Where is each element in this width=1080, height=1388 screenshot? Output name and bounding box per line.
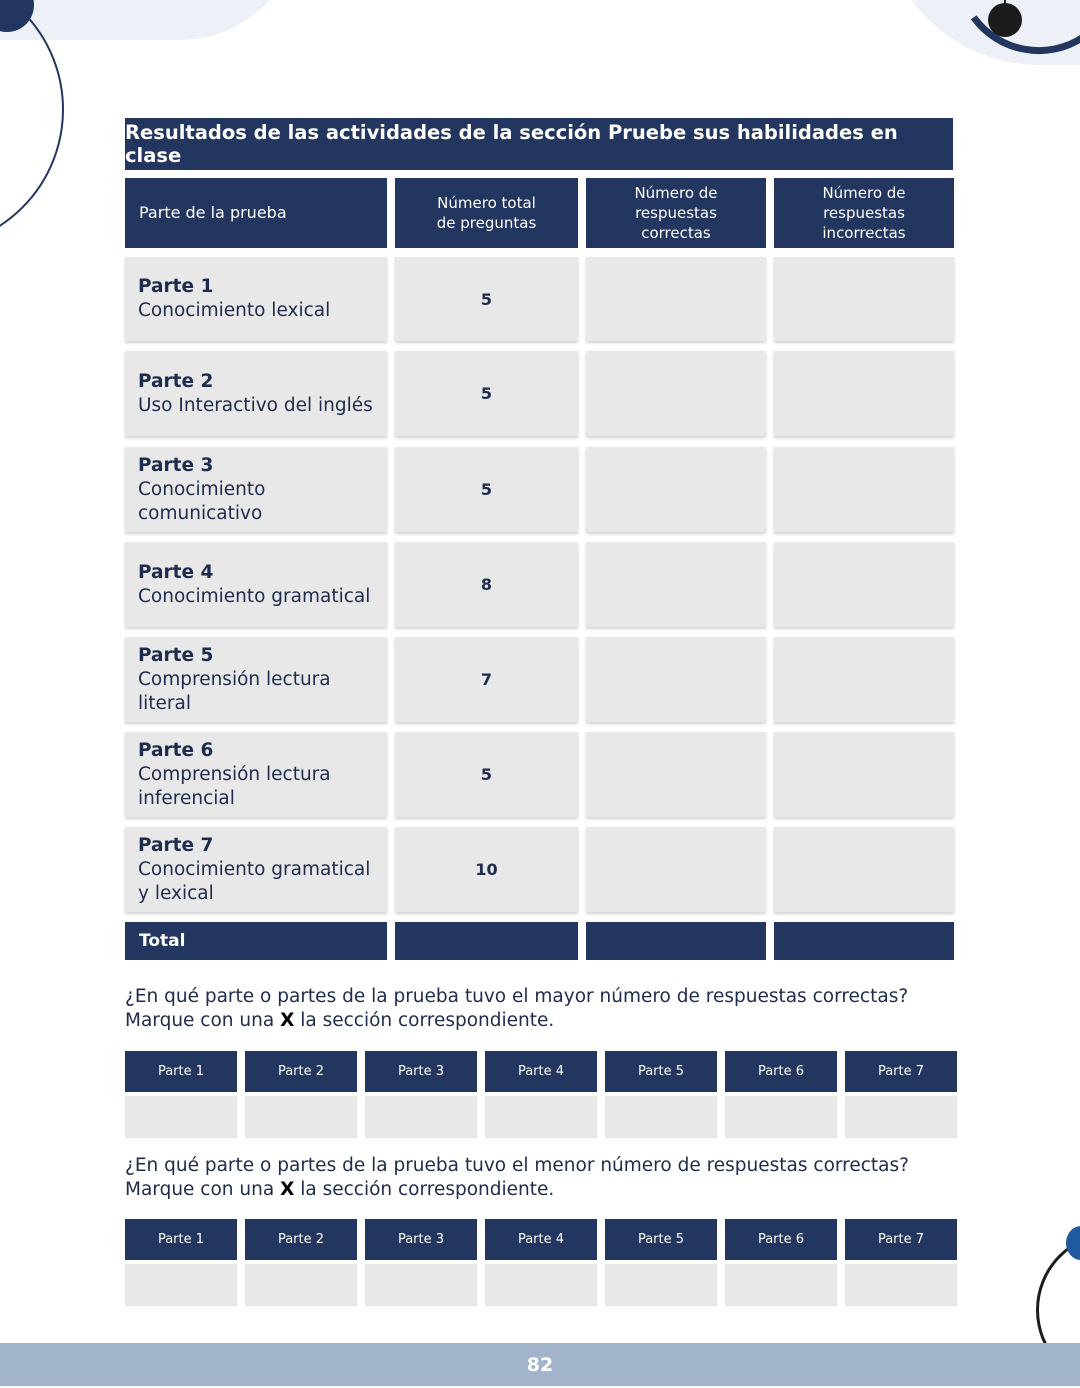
total-questions: 5 [395,447,578,532]
table-row [125,447,954,532]
incorrect-answers-input[interactable] [774,542,954,627]
option-header: Parte 4 [485,1219,597,1260]
total-questions-sum[interactable] [395,922,578,960]
correct-answers-input[interactable] [586,351,766,436]
option-checkbox[interactable] [725,1096,837,1138]
incorrect-answers-input[interactable] [774,637,954,722]
decorative-arc-top-left [0,0,64,249]
header-part: Parte de la prueba [125,178,387,248]
instruction-mark: X [280,1179,295,1200]
decorative-blob-top-right [880,0,1080,65]
option-header: Parte 2 [245,1219,357,1260]
option-header: Parte 5 [605,1051,717,1092]
part-name: Parte 4 [138,561,214,583]
option-header: Parte 6 [725,1219,837,1260]
option-checkbox[interactable] [605,1264,717,1306]
incorrect-answers-input[interactable] [774,447,954,532]
table-row [125,542,954,627]
decorative-arc-top-right [943,0,1080,67]
instruction-mark: X [280,1010,295,1031]
part-description: Uso Interactivo del inglés [138,394,373,416]
incorrect-answers-input[interactable] [774,257,954,341]
option-header: Parte 1 [125,1219,237,1260]
table-total-row [125,922,954,960]
total-questions: 5 [395,351,578,436]
option-header: Parte 7 [845,1051,957,1092]
option-checkbox[interactable] [725,1264,837,1306]
option-header: Parte 6 [725,1051,837,1092]
correct-answers-input[interactable] [586,447,766,532]
question-text: ¿En qué parte o partes de la prueba tuvo el menor número de respuestas correctas? [125,1155,909,1176]
decorative-pin-dot [988,3,1022,37]
page-footer [0,1343,1080,1386]
total-questions: 10 [395,827,578,912]
total-questions: 5 [395,732,578,817]
option-checkbox[interactable] [845,1096,957,1138]
table-row [125,257,954,341]
option-checkbox[interactable] [245,1264,357,1306]
incorrect-answers-input[interactable] [774,827,954,912]
total-questions: 8 [395,542,578,627]
part-name: Parte 2 [138,370,214,392]
option-checkbox[interactable] [125,1264,237,1306]
option-checkbox[interactable] [365,1096,477,1138]
instruction-pre: Marque con una [125,1179,281,1200]
part-description: Conocimiento gramatical [138,585,371,607]
part-description: Conocimiento gramatical y lexical [138,858,371,904]
option-checkbox[interactable] [485,1264,597,1306]
correct-answers-input[interactable] [586,637,766,722]
total-correct-sum[interactable] [586,922,766,960]
part-description: Conocimiento comunicativo [138,478,266,524]
table-header-row [125,178,954,248]
option-header: Parte 1 [125,1051,237,1092]
correct-answers-input[interactable] [586,542,766,627]
incorrect-answers-input[interactable] [774,732,954,817]
table-row [125,351,954,436]
option-checkbox[interactable] [485,1096,597,1138]
decorative-dot-top-left [0,0,34,32]
decorative-pin-stick [1004,0,1006,10]
total-label: Total [125,922,387,960]
option-header: Parte 7 [845,1219,957,1260]
instruction-pre: Marque con una [125,1010,281,1031]
results-table-title: Resultados de las actividades de la sección Pruebe sus habilidades en clase [125,118,953,170]
header-incorrect: Número de respuestas incorrectas [774,178,954,248]
correct-answers-input[interactable] [586,732,766,817]
part-name: Parte 7 [138,834,214,856]
question-most-correct [125,985,955,1033]
instruction-post: la sección correspondiente. [294,1010,555,1031]
table-row [125,827,954,912]
part-name: Parte 3 [138,454,214,476]
question-least-correct [125,1154,955,1202]
part-description: Conocimiento lexical [138,300,331,321]
correct-answers-input[interactable] [586,827,766,912]
option-checkbox[interactable] [125,1096,237,1138]
decorative-dot-bottom-right [1066,1226,1080,1260]
decorative-blob-top-left [0,0,300,40]
option-checkbox[interactable] [365,1264,477,1306]
total-questions: 7 [395,637,578,722]
instruction-post: la sección correspondiente. [294,1179,555,1200]
option-header: Parte 3 [365,1219,477,1260]
least-correct-selector [125,1219,955,1307]
option-header: Parte 5 [605,1219,717,1260]
header-total-questions: Número total de preguntas [395,178,578,248]
table-row [125,637,954,722]
part-description: Comprensión lectura literal [138,668,331,714]
option-checkbox[interactable] [845,1264,957,1306]
part-name: Parte 1 [138,276,214,297]
incorrect-answers-input[interactable] [774,351,954,436]
option-header: Parte 3 [365,1051,477,1092]
part-name: Parte 5 [138,644,214,666]
total-questions: 5 [395,257,578,341]
most-correct-selector [125,1051,955,1139]
part-description: Comprensión lectura inferencial [138,763,331,809]
page-number: 82 [526,1353,554,1376]
option-checkbox[interactable] [605,1096,717,1138]
option-checkbox[interactable] [245,1096,357,1138]
total-incorrect-sum[interactable] [774,922,954,960]
correct-answers-input[interactable] [586,257,766,341]
header-correct: Número de respuestas correctas [586,178,766,248]
option-header: Parte 2 [245,1051,357,1092]
option-header: Parte 4 [485,1051,597,1092]
question-text: ¿En qué parte o partes de la prueba tuvo el mayor número de respuestas correctas? [125,986,909,1007]
part-name: Parte 6 [138,739,214,761]
table-row [125,732,954,817]
